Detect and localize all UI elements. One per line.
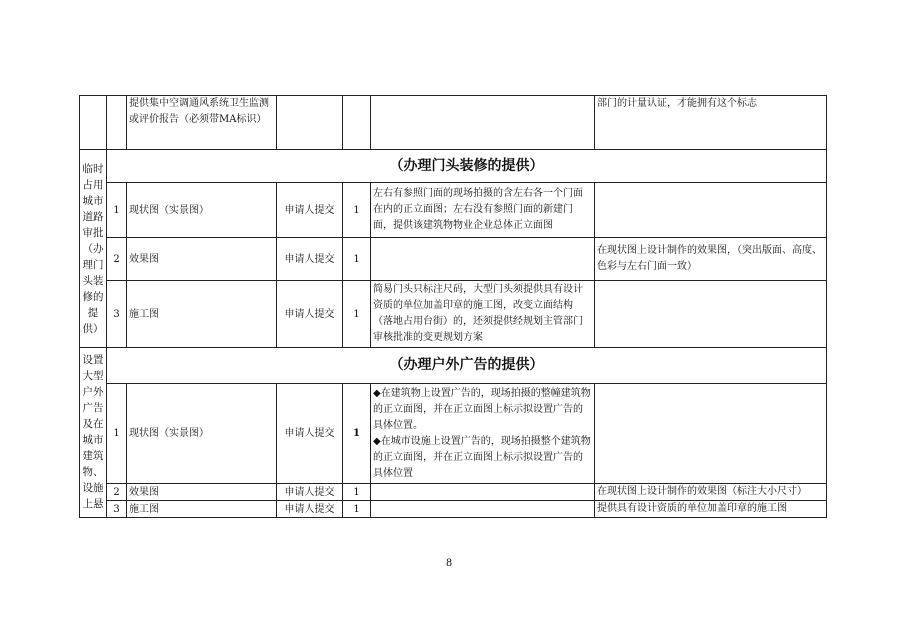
table-row [80,281,827,348]
note-cell: 提供具有设计资质的单位加盖印章的施工图 [595,501,827,518]
section-title: （办理门头装修的提供） [107,150,827,183]
requirement-cell [371,238,595,281]
requirement-cell [371,484,595,501]
requirement-cell [371,384,595,484]
table-row [80,501,827,518]
requirement-cell: 简易门头只标注尺码，大型门头须提供具有设计资质的单位加盖印章的施工图，改变立面结构（落地占用台街）的，还须提供经规划主管部门审核批准的变更规划方案 [371,281,595,348]
row-number: 1 [107,183,127,238]
requirement-cell: 左右有参照门面的现场拍摄的含左右各一个门面在内的正立面图；左右没有参照门面的新建门面，提供该建筑物物业企业总体正立面图 [371,183,595,238]
note-cell: 部门的计量认证，才能拥有这个标志 [595,96,827,150]
category-cell: 临时占用城市道路审批（办理门头装修的提供） [80,150,107,348]
note-cell [595,183,827,238]
section-title: （办理户外广告的提供） [107,348,827,384]
row-number: 3 [107,281,127,348]
submitter-cell: 申请人提交 [277,501,343,518]
note-cell: 在现状图上设计制作的效果图（标注大小尺寸） [595,484,827,501]
material-name: 现状图（实景图） [127,183,277,238]
row-number [107,96,127,150]
submitter-cell: 申请人提交 [277,183,343,238]
material-name: 施工图 [127,501,277,518]
page-number: 8 [445,558,453,569]
section-header-row [80,348,827,384]
row-number: 1 [107,384,127,484]
requirement-line: ◆在城市设施上设置广告的，现场拍摄整个建筑物的正立面图，并在正立面图上标示拟设置广告的具体位置 [373,435,591,479]
quantity-cell: 1 [343,238,371,281]
requirement-cell [371,96,595,150]
requirement-cell [371,501,595,518]
quantity-cell [343,96,371,150]
table-row [80,183,827,238]
row-number: 2 [107,238,127,281]
requirements-table [79,95,827,518]
submitter-cell [277,96,343,150]
material-name: 施工图 [127,281,277,348]
note-cell [595,281,827,348]
table-row [80,96,827,150]
quantity-cell: 1 [343,384,371,484]
note-cell [595,384,827,484]
quantity-cell: 1 [343,501,371,518]
quantity-cell: 1 [343,484,371,501]
category-cell: 设置大型户外广告及在城市建筑物、设施上悬 [80,348,107,518]
submitter-cell: 申请人提交 [277,484,343,501]
submitter-cell: 申请人提交 [277,238,343,281]
row-number: 3 [107,501,127,518]
material-name: 效果图 [127,238,277,281]
material-name: 提供集中空调通风系统卫生监测或评价报告（必须带MA标识） [127,96,277,150]
quantity-cell: 1 [343,281,371,348]
row-number: 2 [107,484,127,501]
table-row [80,238,827,281]
category-cell [80,96,107,150]
table-row [80,384,827,484]
table-row [80,484,827,501]
quantity-cell: 1 [343,183,371,238]
submitter-cell: 申请人提交 [277,281,343,348]
material-name: 现状图（实景图） [127,384,277,484]
requirement-line: ◆在建筑物上设置广告的，现场拍摄的整幢建筑物的正立面图，并在正立面图上标示拟设置广告的具体位置。 [373,387,591,431]
note-cell: 在现状图上设计制作的效果图，（突出版面、高度、色彩与左右门面一致） [595,238,827,281]
material-name: 效果图 [127,484,277,501]
section-header-row [80,150,827,183]
submitter-cell: 申请人提交 [277,384,343,484]
